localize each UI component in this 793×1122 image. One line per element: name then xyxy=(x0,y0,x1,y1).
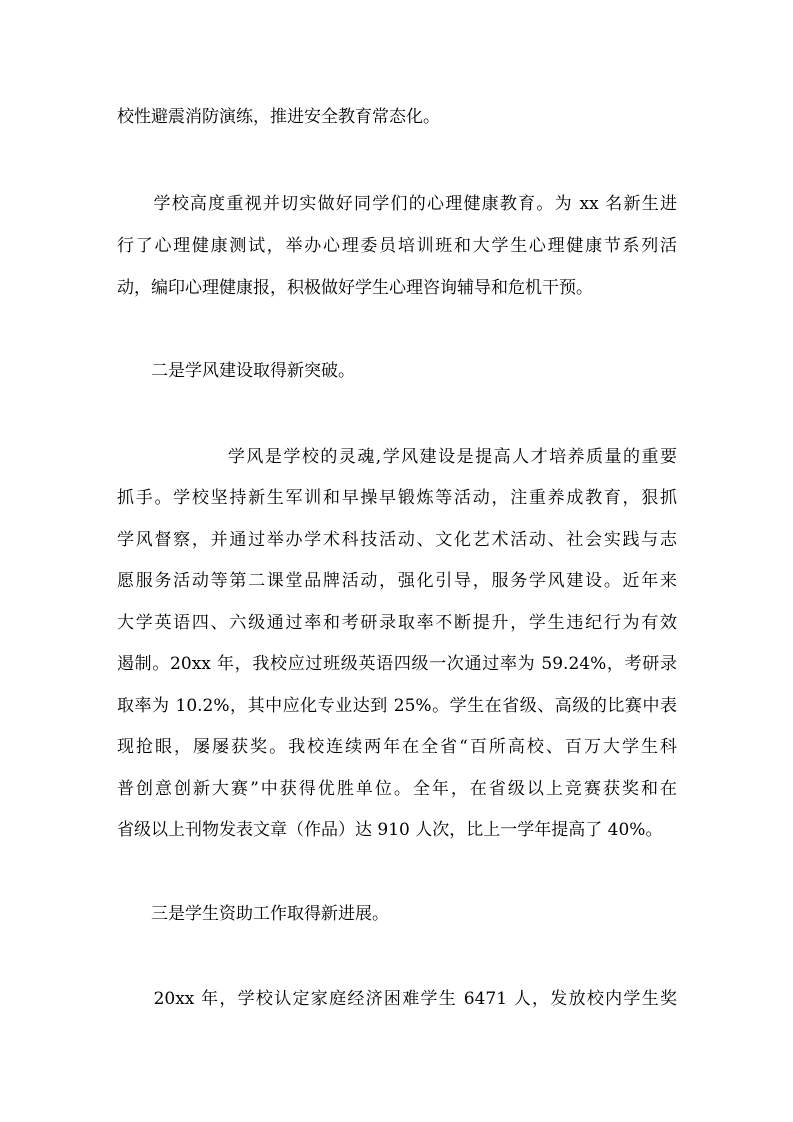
text-line: 动，编印心理健康报，积极做好学生心理咨询辅导和危机干预。 xyxy=(117,278,593,298)
text-line: 校性避震消防演练，推进安全教育常态化。 xyxy=(117,107,440,127)
text-line: 遏制。20xx 年，我校应过班级英语四级一次通过率为 59.24%，考研录 xyxy=(117,654,677,674)
text-line: 省级以上刊物发表文章（作品）达 910 人次，比上一学年提高了 40%。 xyxy=(117,820,663,840)
text-line: 学校高度重视并切实做好同学们的心理健康教育。为 xx 名新生进 xyxy=(117,194,677,214)
text-line: 二是学风建设取得新突破。 xyxy=(117,361,355,381)
text-line: 行了心理健康测试，举办心理委员培训班和大学生心理健康节系列活 xyxy=(117,236,677,256)
text-line: 大学英语四、六级通过率和考研录取率不断提升，学生违纪行为有效 xyxy=(117,613,677,633)
text-line: 20xx 年，学校认定家庭经济困难学生 6471 人，发放校内学生奖 xyxy=(117,989,677,1009)
text-line: 抓手。学校坚持新生军训和早操早锻炼等活动，注重养成教育，狠抓 xyxy=(117,488,677,508)
text-line: 学风是学校的灵魂,学风建设是提高人才培养质量的重要 xyxy=(117,447,677,467)
text-line: 现抢眼，屡屡获奖。我校连续两年在全省“百所高校、百万大学生科 xyxy=(117,737,677,757)
text-line: 学风督察，并通过举办学术科技活动、文化艺术活动、社会实践与志 xyxy=(117,530,677,550)
text-line: 取率为 10.2%，其中应化专业达到 25%。学生在省级、高级的比赛中表 xyxy=(117,696,677,716)
text-line: 愿服务活动等第二课堂品牌活动，强化引导，服务学风建设。近年来 xyxy=(117,571,677,591)
text-line: 普创意创新大赛”中获得优胜单位。全年，在省级以上竞赛获奖和在 xyxy=(117,779,677,799)
text-line: 三是学生资助工作取得新进展。 xyxy=(117,904,389,924)
